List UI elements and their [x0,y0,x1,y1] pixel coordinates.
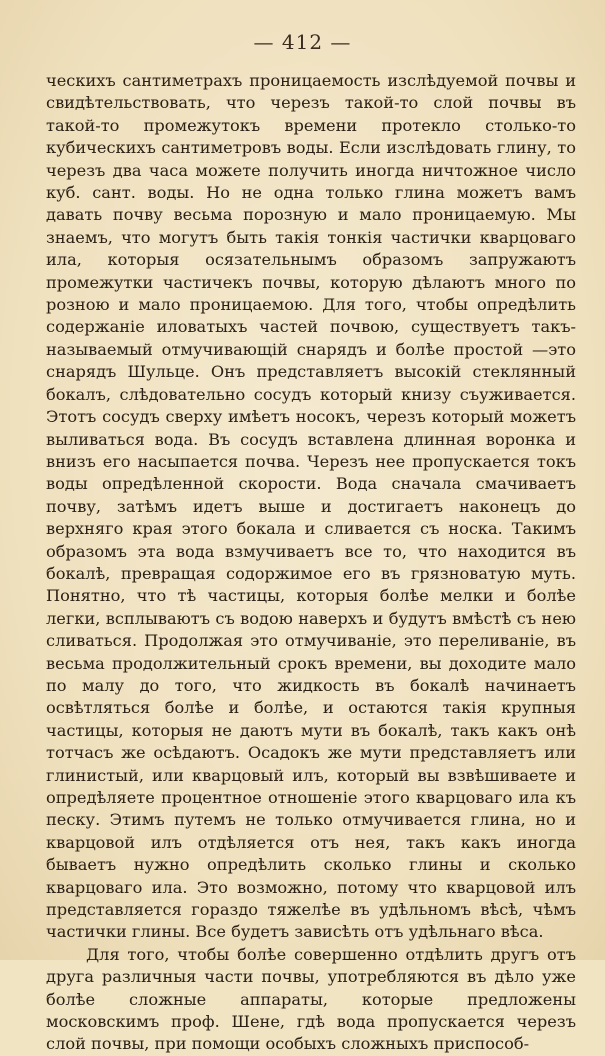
paragraph-1: ческихъ сантиметрахъ проницаемость изслѣдуемой почвы и свидѣтельствовать, что черезъ такой-то слой почвы въ такой-то промежутокъ времени протекло столько-то кубическихъ сантиметровъ воды. Если изслѣдовать глину, то черезъ два часа можете получить иногда ничтожное число куб. сант. воды. Но не одна только глина можетъ вамъ давать почву весьма порозную и мало проницаемую. Мы знаемъ, что могутъ быть такія тонкія частички кварцоваго ила, которыя осязательнымъ образомъ запружаютъ промежутки частичекъ почвы, которую дѣлаютъ много по розною и мало проницаемою. Для того, чтобы опредѣлить содержаніе иловатыхъ частей почвою, существуетъ такъ-называемый отмучивающій снарядъ и болѣе простой —это снарядъ Шульце. Онъ представляетъ высокій стеклянный бокалъ, слѣдовательно сосудъ который книзу съуживается. Этотъ сосудъ сверху имѣетъ носокъ, черезъ который можетъ выливаться вода. Въ сосудъ вставлена длинная воронка и внизъ его насыпается почва. Черезъ нее пропускается токъ воды опредѣленной скорости. Вода сначала смачиваетъ почву, затѣмъ идетъ выше и достигаетъ наконецъ до верхняго края этого бокала и сливается съ носка. Такимъ образомъ эта вода взмучиваетъ все то, что находится въ бокалѣ, превращая содоржимое его въ грязноватую муть. Понятно, что тѣ частицы, которыя болѣе мелки и болѣе легки, всплываютъ съ водою наверхъ и будутъ вмѣстѣ съ нею сливаться. Продолжая это отмучиваніе, это переливаніе, въ весьма продолжительный срокъ времени, вы доходите мало по малу до того, что жидкость въ бокалѣ начинаетъ освѣтляться болѣе и болѣе, и остаются такія крупныя частицы, которыя не даютъ мути въ бокалѣ, такъ какъ онѣ тотчасъ же осѣдаютъ. Осадокъ же мути представляетъ или глинистый, или кварцовый илъ, который вы взвѣшиваете и опредѣляете процентное отношеніе этого кварцоваго ила къ песку. Этимъ путемъ не только отмучивается глина, но и кварцовой илъ отдѣляется отъ нея, такъ какъ иногда бываетъ нужно опредѣлить сколько глины и сколько кварцоваго ила. Это возможно, потому что кварцовой илъ представляется гораздо тяжелѣе въ удѣльномъ вѣсѣ, чѣмъ частички глины. Все будетъ зависѣть отъ удѣльнаго вѣса. [46,71,576,942]
page-number: — 412 — [253,30,352,54]
page-text [46,70,576,1056]
paragraph-2: Для того, чтобы болѣе совершенно отдѣлить другъ отъ друга различныя части почвы, употребляются въ дѣло уже болѣе сложные аппараты, которые предложены московскимъ проф. Шене, гдѣ вода пропускается черезъ слой почвы, при помощи особыхъ сложныхъ приспособ- [46,944,576,1054]
